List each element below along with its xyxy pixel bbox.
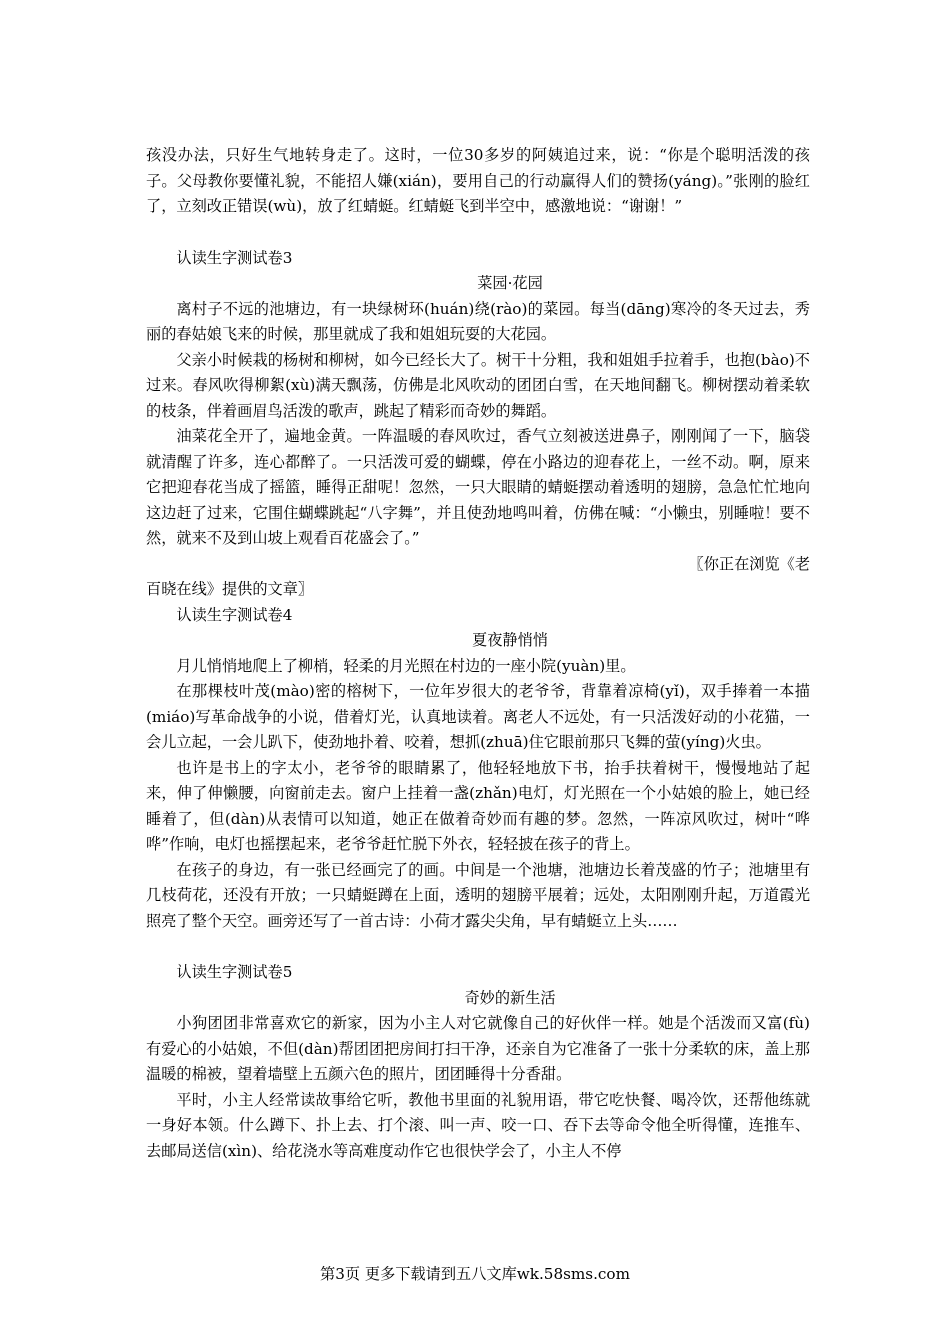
test4-title: 夏夜静悄悄 xyxy=(472,631,548,649)
source-notice-line-2: 百晓在线》提供的文章〗 xyxy=(146,580,314,598)
test4-paragraph-1: 月儿悄悄地爬上了柳梢，轻柔的月光照在村边的一座小院(yuàn)里。 xyxy=(176,656,636,675)
test4-paragraph-3: 也许是书上的字太小，老爷爷的眼睛累了，他轻轻地放下书，抬手扶着树干，慢慢地站了起来，伸了伸懒腰，向窗前走去。窗户上挂着一盏(zhǎn)电灯，灯光照在一个小姑娘的脸上，她已经睡着了，但(dàn)从表情可以知道，她正在做着奇妙而有趣的梦。忽然，一阵凉风吹过，树叶“哗哗”作响，电灯也摇摆起来，老爷爷赶忙脱下外衣，轻轻披在孩子的背上。 xyxy=(146,758,810,853)
test3-label: 认读生字测试卷3 xyxy=(176,248,293,267)
page-footer: 第3页 更多下载请到五八文库wk.58sms.com xyxy=(320,1265,630,1283)
intro-paragraph: 孩没办法，只好生气地转身走了。这时，一位30多岁的阿姨追过来，说：“你是个聪明活泼的孩子。父母教你要懂礼貌，不能招人嫌(xián)，要用自己的行动赢得人们的赞扬(yáng)。”张刚的脸红了，立刻改正错误(wù)，放了红蜻蜓。红蜻蜓飞到半空中，感激地说：“谢谢！” xyxy=(146,146,810,215)
document-body xyxy=(146,143,810,1164)
test3-paragraph-1: 离村子不远的池塘边，有一块绿树环(huán)绕(rào)的菜园。每当(dāng)寒冷的冬天过去，秀丽的春姑娘飞来的时候，那里就成了我和姐姐玩耍的大花园。 xyxy=(146,299,810,343)
test4-paragraph-2: 在那棵枝叶茂(mào)密的榕树下，一位年岁很大的老爷爷，背靠着凉椅(yǐ)，双手捧着一本描(miáo)写革命战争的小说，借着灯光，认真地读着。离老人不远处，有一只活泼好动的小花猫，一会儿立起，一会儿趴下，使劲地扑着、咬着，想抓(zhuā)住它眼前那只飞舞的萤(yíng)火虫。 xyxy=(146,682,810,751)
test4-paragraph-4: 在孩子的身边，有一张已经画完了的画。中间是一个池塘，池塘边长着茂盛的竹子；池塘里有几枝荷花，还没有开放；一只蜻蜓蹲在上面，透明的翅膀平展着；远处，太阳刚刚升起，万道霞光照亮了整个天空。画旁还写了一首古诗：小荷才露尖尖角，早有蜻蜓立上头…… xyxy=(146,860,810,930)
test5-title: 奇妙的新生活 xyxy=(464,988,556,1007)
test3-title: 菜园·花园 xyxy=(477,274,543,292)
test5-label: 认读生字测试卷5 xyxy=(176,963,293,981)
source-notice-line-1: 〖你正在浏览《老 xyxy=(688,554,810,573)
test3-paragraph-2: 父亲小时候栽的杨树和柳树，如今已经长大了。树干十分粗，我和姐姐手拉着手，也抱(bào)不过来。春风吹得柳絮(xù)满天飘荡，仿佛是北风吹动的团团白雪，在天地间翻飞。柳树摆动着柔软的枝条，伴着画眉鸟活泼的歌声，跳起了精彩而奇妙的舞蹈。 xyxy=(146,350,810,420)
test5-paragraph-1: 小狗团团非常喜欢它的新家，因为小主人对它就像自己的好伙伴一样。她是个活泼而又富(fù)有爱心的小姑娘，不但(dàn)帮团团把房间打扫干净，还亲自为它准备了一张十分柔软的床，盖上那温暖的棉被，望着墙壁上五颜六色的照片，团团睡得十分香甜。 xyxy=(146,1014,810,1083)
test3-paragraph-3: 油菜花全开了，遍地金黄。一阵温暖的春风吹过，香气立刻被送进鼻子，刚刚闻了一下，脑袋就清醒了许多，连心都醉了。一只活泼可爱的蝴蝶，停在小路边的迎春花上，一丝不动。啊，原来它把迎春花当成了摇篮，睡得正甜呢！忽然，一只大眼睛的蜻蜓摆动着透明的翅膀，急急忙忙地向这边赶了过来，它围住蝴蝶跳起“八字舞”，并且使劲地鸣叫着，仿佛在喊：“小懒虫，别睡啦！要不然，就来不及到山坡上观看百花盛会了。” xyxy=(146,427,810,547)
test5-paragraph-2: 平时，小主人经常读故事给它听，教他书里面的礼貌用语，带它吃快餐、喝冷饮，还帮他练就一身好本领。什么蹲下、扑上去、打个滚、叫一声、咬一口、吞下去等命令他全听得懂，连推车、去邮局送信(xìn)、给花浇水等高难度动作它也很快学会了，小主人不停 xyxy=(146,1090,810,1160)
test4-label: 认读生字测试卷4 xyxy=(176,605,293,624)
